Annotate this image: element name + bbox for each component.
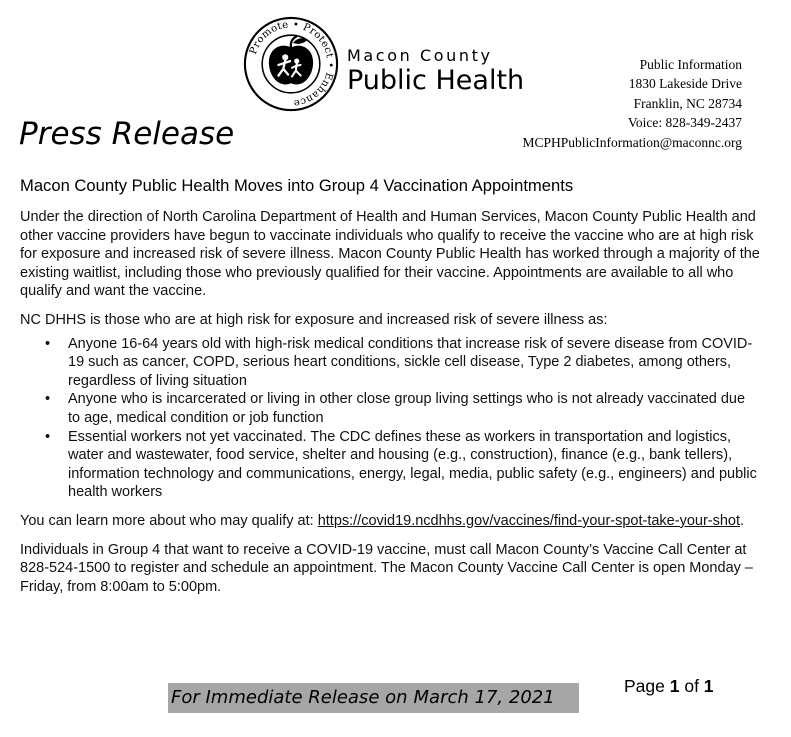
page-current: 1 (669, 676, 680, 696)
contact-department: Public Information (639, 57, 742, 72)
logo (243, 16, 339, 112)
contact-phone: Voice: 828-349-2437 (627, 115, 742, 131)
learn-more-period: . (740, 512, 745, 529)
paragraph-intro: Under the direction of North Carolina Department of Health and Human Services, Macon County Public Health and other vaccine providers have begun to vaccinate individuals who qualify to receive the vaccine who are at high risk for exposure and increased risk of severe illness. Macon County Public Health has worked through a majority of the existing waitlist, including those who previously qualified for their vaccine. Appointments are available to all who qualify and want the vaccine. (20, 209, 760, 300)
org-name-line2: Public Health (347, 65, 525, 96)
svg-text:Promote • Protect • Enhance: Promote • Protect • Enhance (247, 19, 336, 109)
article-body (20, 208, 760, 596)
press-release-title: Press Release (19, 116, 235, 152)
logo-seal (243, 16, 339, 112)
apple-with-running-children-icon (269, 36, 313, 84)
learn-more-text: You can learn more about who may qualify at: (20, 512, 318, 529)
contact-email: MCPHPublicInformation@maconnc.org (522, 134, 742, 150)
release-label: For Immediate Release on (171, 687, 408, 708)
list-item: • Essential workers not yet vaccinated. The CDC defines these as workers in transportation and logistics, water and wastewater, food service, shelter and housing (e.g., construction), finance (e.g., bank tellers), information technology and communications, energy, legal, media, public safety (e.g., engineers) and public health workers (20, 428, 760, 502)
contact-block (522, 55, 742, 152)
paragraph-call-center: Individuals in Group 4 that want to receive a COVID-19 vaccine, must call Macon County’s Vaccine Call Center at 828-524-1500 to register and schedule an appointment. The Macon County Vaccine Call Center is open Monday – Friday, from 8:00am to 5:00pm. (20, 541, 753, 595)
ncdhhs-link[interactable]: https://covid19.ncdhhs.gov/vaccines/find-your-spot-take-your-shot (317, 512, 741, 529)
list-item: • Anyone 16-64 years old with high-risk medical conditions that increase risk of severe disease from COVID-19 such as cancer, COPD, serious heart conditions, sickle cell disease, Type 2 diabetes, among others, regardless of living situation (20, 335, 760, 391)
release-date-banner (168, 683, 579, 713)
page-of: of (679, 676, 704, 696)
page-label: Page (624, 676, 670, 696)
criteria-list (20, 335, 760, 502)
headline: Macon County Public Health Moves into Group 4 Vaccination Appointments (20, 176, 574, 195)
paragraph-learn-more (20, 512, 760, 531)
organization-name (347, 46, 524, 96)
paragraph-criteria-lead: NC DHHS is those who are at high risk for exposure and increased risk of severe illness as: (20, 311, 608, 328)
release-date: March 17, 2021 (413, 687, 555, 708)
page-number (624, 676, 714, 697)
contact-street: 1830 Lakeside Drive (628, 76, 742, 92)
contact-city: Franklin, NC 28734 (633, 95, 742, 111)
org-name-line1: Macon County (347, 46, 493, 65)
list-item: • Anyone who is incarcerated or living in other close group living settings who is not already vaccinated due to age, medical condition or job function (20, 390, 760, 427)
page-total: 1 (703, 676, 714, 696)
